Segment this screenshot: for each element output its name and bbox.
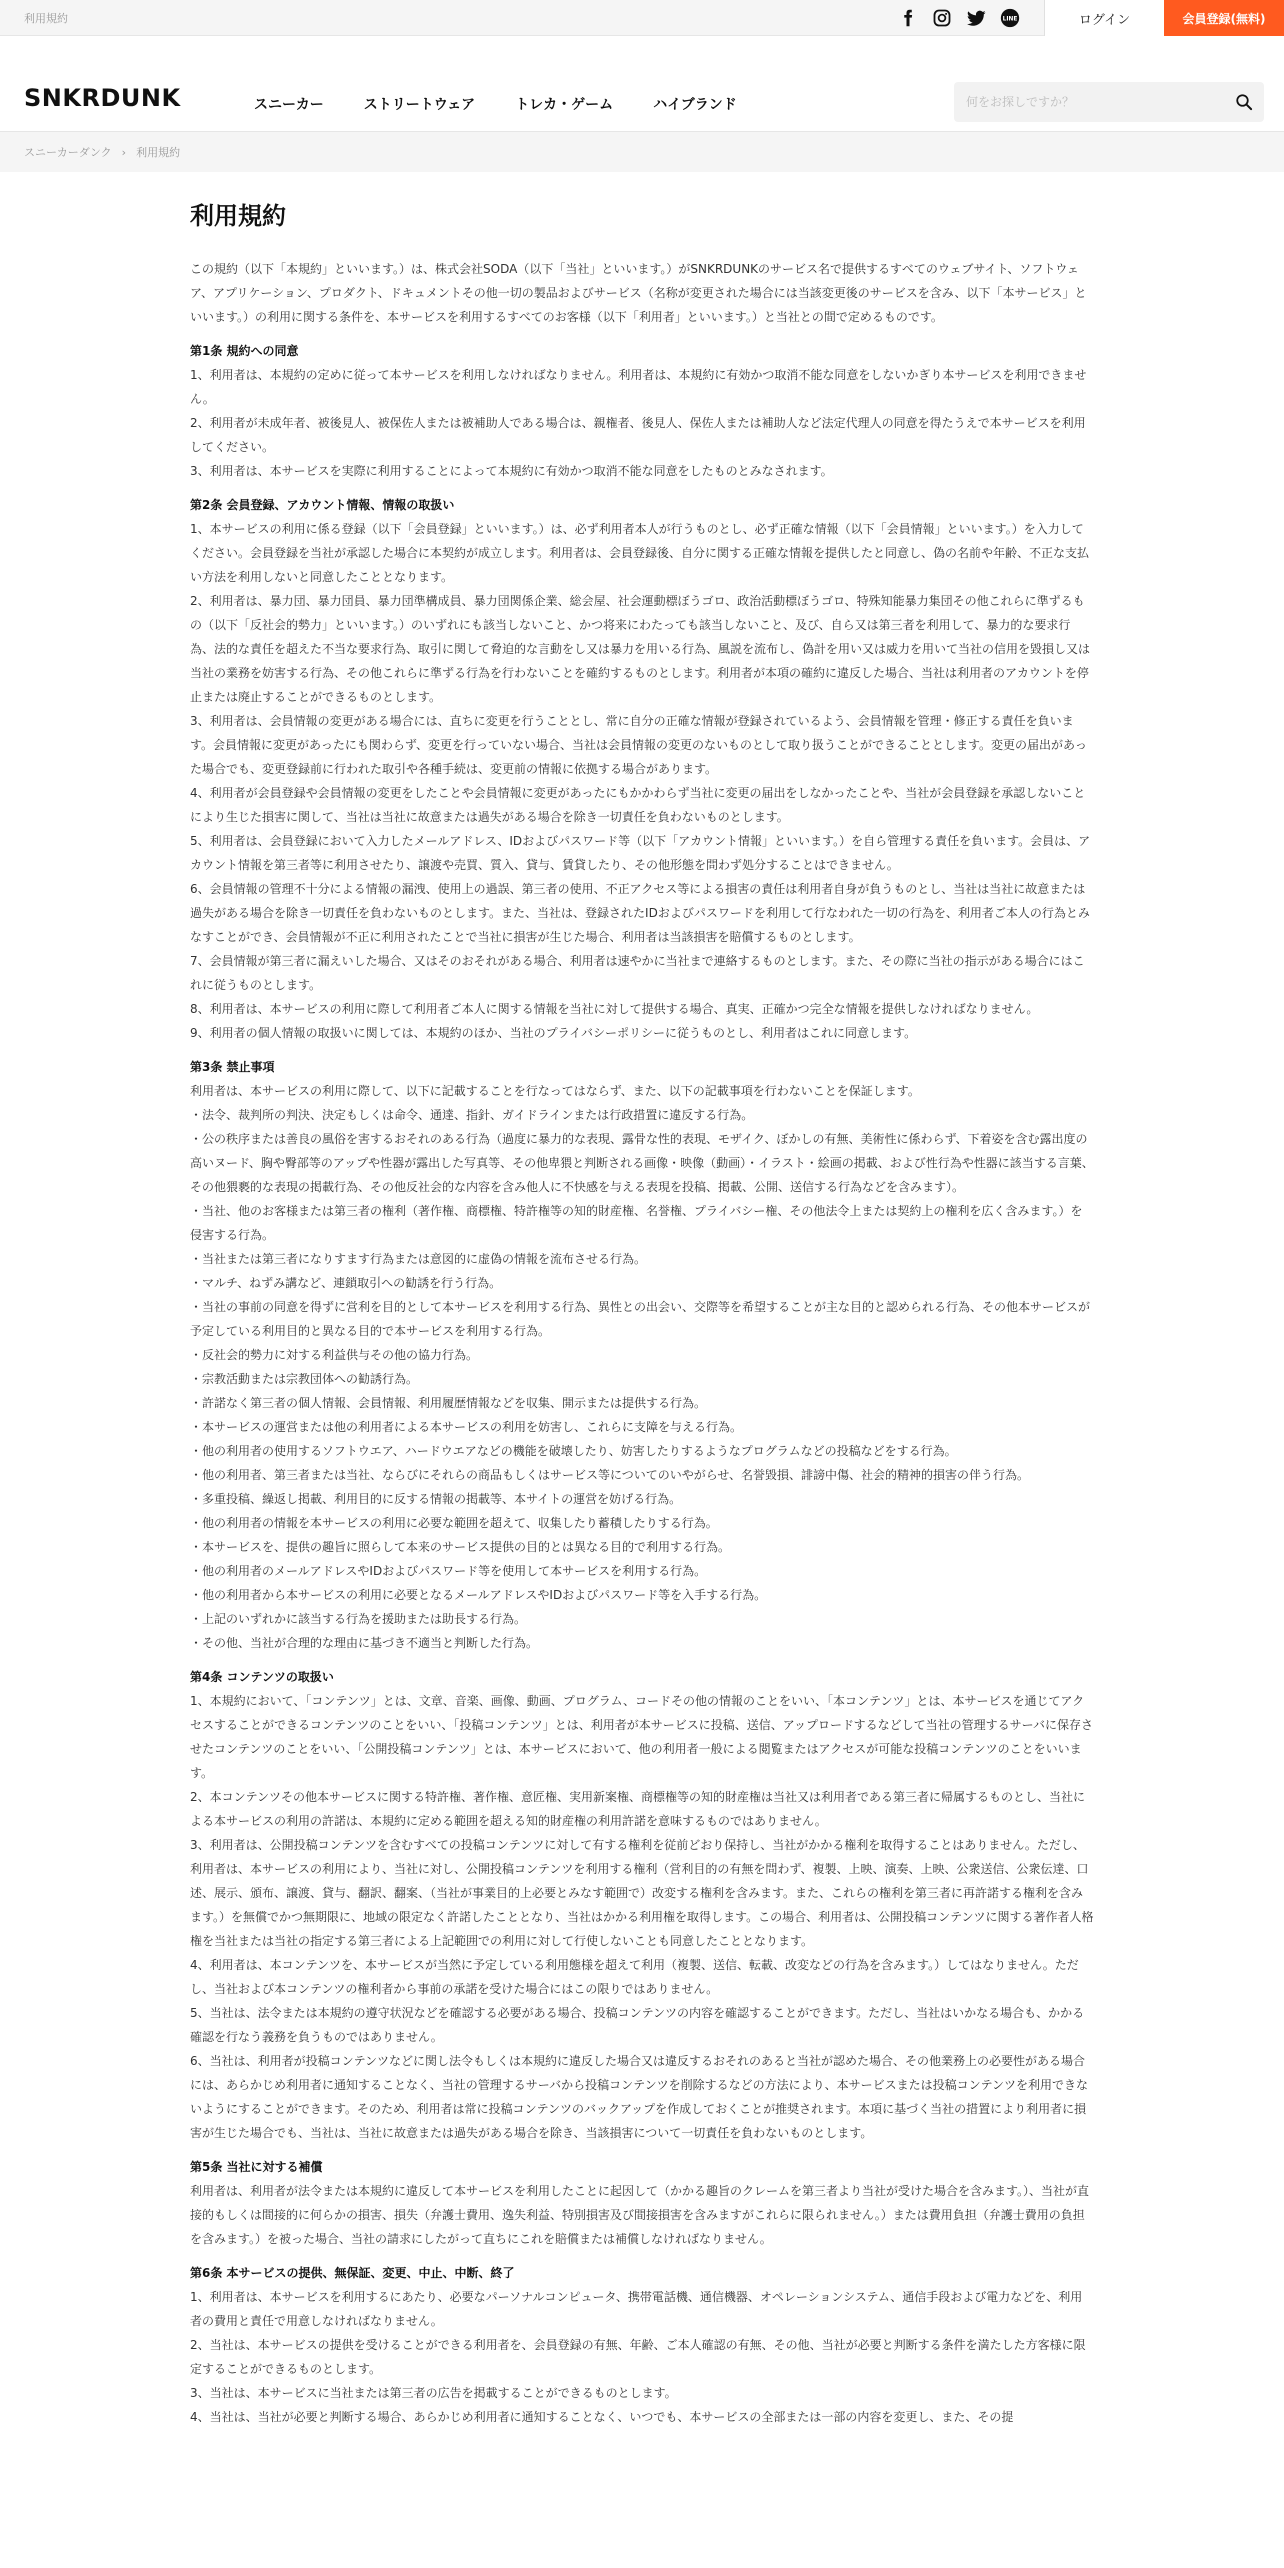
section-paragraph: ・本サービスの運営または他の利用者による本サービスの利用を妨害し、これらに支障を与える行為。 bbox=[190, 1420, 743, 1434]
section-paragraph: ・法令、裁判所の判決、決定もしくは命令、通達、指針、ガイドラインまたは行政措置に違反する行為。 bbox=[190, 1108, 754, 1122]
nav-item-sneakers[interactable]: スニーカー bbox=[254, 97, 324, 113]
section-paragraph: 4、利用者は、本コンテンツを、本サービスが当然に予定している利用態様を超えて利用（複製、送信、転載、改変などの行為を含みます。）してはなりません。ただし、当社および本コンテンツの権利者から事前の承諾を受けた場合にはこの限りではありません。 bbox=[190, 1958, 1079, 1996]
search-box bbox=[954, 82, 1264, 122]
section-paragraph: 2、本コンテンツその他本サービスに関する特許権、著作権、意匠権、実用新案権、商標権等の知的財産権は当社又は利用者である第三者に帰属するものとし、当社による本サービスの利用の許諾は、本規約に定める範囲を超える知的財産権の利用許諾を意味するものではありません。 bbox=[190, 1790, 1086, 1828]
section-paragraph: 2、利用者が未成年者、被後見人、被保佐人または被補助人である場合は、親権者、後見人、保佐人または補助人など法定代理人の同意を得たうえで本サービスを利用してください。 bbox=[190, 416, 1086, 454]
section-paragraph: 9、利用者の個人情報の取扱いに関しては、本規約のほか、当社のプライバシーポリシーに従うものとし、利用者はこれに同意します。 bbox=[190, 1026, 917, 1040]
section-title: 第4条 コンテンツの取扱い bbox=[190, 1670, 334, 1684]
section-paragraph: ・当社、他のお客様または第三者の権利（著作権、商標権、特許権等の知的財産権、名誉権、プライバシー権、その他法令上または契約上の権利を広く含みます。）を侵害する行為。 bbox=[190, 1204, 1083, 1242]
section-paragraph: 1、本サービスの利用に係る登録（以下「会員登録」といいます。）は、必ず利用者本人が行うものとし、必ず正確な情報（以下「会員情報」といいます。）を入力してください。会員登録を当社が承認した場合に本契約が成立します。利用者は、会員登録後、自分に関する正確な情報を提供したと同意し、偽の名前や年齢、不正な支払い方法を利用しないと同意したこととなります。 bbox=[190, 522, 1090, 584]
line-icon[interactable] bbox=[1000, 8, 1020, 28]
section-paragraph: 1、利用者は、本規約の定めに従って本サービスを利用しなければなりません。利用者は、本規約に有効かつ取消不能な同意をしないかぎり本サービスを利用できません。 bbox=[190, 368, 1087, 406]
search-input[interactable] bbox=[954, 95, 1224, 109]
terms-section bbox=[190, 2261, 1094, 2429]
main-nav bbox=[254, 94, 777, 114]
section-paragraph: 5、当社は、法令または本規約の遵守状況などを確認する必要がある場合、投稿コンテンツの内容を確認することができます。ただし、当社はいかなる場合も、かかる確認を行なう義務を負うものではありません。 bbox=[190, 2006, 1085, 2044]
section-paragraph: ・反社会的勢力に対する利益供与その他の協力行為。 bbox=[190, 1348, 479, 1362]
social-links bbox=[898, 0, 1044, 36]
section-paragraph: 2、利用者は、暴力団、暴力団員、暴力団準構成員、暴力団関係企業、総会屋、社会運動標ぼうゴロ、政治活動標ぼうゴロ、特殊知能暴力集団その他これらに準ずるもの（以下「反社会的勢力」といいます。）のいずれにも該当しないこと、かつ将来にわたっても該当しないこと、及び、自ら又は第三者を利用して、暴力的な要求行為、法的な責任を超えた不当な要求行為、取引に関して脅迫的な言動をし又は暴力を用いる行為、風説を流布し、偽計を用い又は威力を用いて当社の信用を毀損し又は当社の業務を妨害する行為、その他これらに準ずる行為を行わないことを確約するものとします。利用者が本項の確約に違反した場合、当社は利用者のアカウントを停止または廃止することができるものとします。 bbox=[190, 594, 1091, 704]
chevron-right-icon: › bbox=[121, 145, 127, 159]
section-paragraph: ・他の利用者のメールアドレスやIDおよびパスワード等を使用して本サービスを利用する行為。 bbox=[190, 1564, 707, 1578]
section-title: 第1条 規約への同意 bbox=[190, 344, 299, 358]
section-paragraph: 6、当社は、利用者が投稿コンテンツなどに関し法令もしくは本規約に違反した場合又は違反するおそれのあると当社が認めた場合、その他業務上の必要性がある場合には、あらかじめ利用者に通知することなく、当社の管理するサーバから投稿コンテンツを削除するなどの方法により、本サービスまたは投稿コンテンツを利用できないようにすることができます。そのため、利用者は常に投稿コンテンツのバックアップを作成しておくことが推奨されます。本項に基づく当社の措置により利用者に損害が生じた場合でも、当社は、当社に故意または過失がある場合を除き、当該損害について一切責任を負わないものとします。 bbox=[190, 2054, 1088, 2140]
section-paragraph: ・マルチ、ねずみ講など、連鎖取引への勧誘を行う行為。 bbox=[190, 1276, 502, 1290]
terms-section bbox=[190, 339, 1094, 483]
page-title: 利用規約 bbox=[190, 202, 286, 230]
nav-item-high-brand[interactable]: ハイブランド bbox=[653, 97, 737, 113]
section-paragraph: 2、当社は、本サービスの提供を受けることができる利用者を、会員登録の有無、年齢、ご本人確認の有無、その他、当社が必要と判断する条件を満たした方客様に限定することができるものとします。 bbox=[190, 2338, 1086, 2376]
section-paragraph: 3、当社は、本サービスに当社または第三者の広告を掲載することができるものとします。 bbox=[190, 2386, 677, 2400]
register-button[interactable]: 会員登録(無料) bbox=[1164, 0, 1284, 36]
section-paragraph: ・他の利用者の情報を本サービスの利用に必要な範囲を超えて、収集したり蓄積したりする行為。 bbox=[190, 1516, 718, 1530]
section-paragraph: 3、利用者は、本サービスを実際に利用することによって本規約に有効かつ取消不能な同意をしたものとみなされます。 bbox=[190, 464, 833, 478]
section-paragraph: 1、本規約において、「コンテンツ」とは、文章、音楽、画像、動画、プログラム、コードその他の情報のことをいい、「本コンテンツ」とは、本サービスを通じてアクセスすることができるコンテンツのことをいい、「投稿コンテンツ」とは、利用者が本サービスに投稿、送信、アップロードするなどして当社の管理するサーバに保存させたコンテンツのことをいい、「公開投稿コンテンツ」とは、本サービスにおいて、他の利用者一般による閲覧またはアクセスが可能な投稿コンテンツのことをいいます。 bbox=[190, 1694, 1094, 1780]
nav-item-trading-cards-games[interactable]: トレカ・ゲーム bbox=[515, 97, 614, 113]
section-paragraph: ・本サービスを、提供の趣旨に照らして本来のサービス提供の目的とは異なる目的で利用する行為。 bbox=[190, 1540, 731, 1554]
section-paragraph: ・多重投稿、繰返し掲載、利用目的に反する情報の掲載等、本サイトの運営を妨げる行為。 bbox=[190, 1492, 682, 1506]
search-icon[interactable] bbox=[1224, 82, 1264, 122]
terms-section bbox=[190, 2155, 1094, 2251]
topbar-actions bbox=[898, 0, 1284, 36]
instagram-icon[interactable] bbox=[932, 8, 952, 28]
section-paragraph: 4、当社は、当社が必要と判断する場合、あらかじめ利用者に通知することなく、いつでも、本サービスの全部または一部の内容を変更し、また、その提 bbox=[190, 2410, 1014, 2424]
section-paragraph: ・その他、当社が合理的な理由に基づき不適当と判断した行為。 bbox=[190, 1636, 539, 1650]
section-paragraph: ・上記のいずれかに該当する行為を援助または助長する行為。 bbox=[190, 1612, 527, 1626]
section-paragraph: 3、利用者は、公開投稿コンテンツを含むすべての投稿コンテンツに対して有する権利を従前どおり保持し、当社がかかる権利を取得することはありません。ただし、利用者は、本サービスの利用により、当社に対し、公開投稿コンテンツを利用する権利（営利目的の有無を問わず、複製、上映、演奏、上映、公衆送信、公衆伝達、口述、展示、頒布、譲渡、貸与、翻訳、翻案、（当社が事業目的上必要とみなす範囲で）改変する権利を含みます。また、これらの権利を第三者に再許諾する権利を含みます。）を無償でかつ無期限に、地域の限定なく許諾したこととなり、当社はかかる利用権を取得します。この場合、利用者は、公開投稿コンテンツに関する著作者人格権を当社または当社の指定する第三者による上記範囲での利用に対して行使しないことも同意したこととなります。 bbox=[190, 1838, 1094, 1948]
section-paragraph: 1、利用者は、本サービスを利用するにあたり、必要なパーソナルコンピュータ、携帯電話機、通信機器、オペレーションシステム、通信手段および電力などを、利用者の費用と責任で用意しなければなりません。 bbox=[190, 2290, 1083, 2328]
breadcrumb-item-home[interactable]: スニーカーダンク bbox=[24, 146, 112, 159]
terms-intro: この規約（以下「本規約」といいます。）は、株式会社SODA（以下「当社」といいます。）がSNKRDUNKのサービス名で提供するすべてのウェブサイト、ソフトウェア、アプリケーション、プロダクト、ドキュメントその他一切の製品およびサービス（名称が変更された場合には当該変更後のサービスを含み、以下「本サービス」といいます。）の利用に関する条件を、本サービスを利用するすべてのお客様（以下「利用者」といいます。）と当社との間で定めるものです。 bbox=[190, 262, 1087, 324]
section-title: 第2条 会員登録、アカウント情報、情報の取扱い bbox=[190, 498, 455, 512]
section-title: 第3条 禁止事項 bbox=[190, 1060, 275, 1074]
section-paragraph: 利用者は、利用者が法令または本規約に違反して本サービスを利用したことに起因して（かかる趣旨のクレームを第三者より当社が受けた場合を含みます。）、当社が直接的もしくは間接的に何らかの損害、損失（弁護士費用、逸失利益、特別損害及び間接損害を含みますがこれらに限られません。）または費用負担（弁護士費用の負担を含みます。）を被った場合、当社の請求にしたがって直ちにこれを賠償または補償しなければなりません。 bbox=[190, 2184, 1090, 2246]
breadcrumb bbox=[0, 132, 1284, 172]
section-paragraph: ・宗教活動または宗教団体への勧誘行為。 bbox=[190, 1372, 419, 1386]
section-paragraph: 4、利用者が会員登録や会員情報の変更をしたことや会員情報に変更があったにもかかわらず当社に変更の届出をしなかったことや、当社が会員登録を承認しないことにより生じた損害に関して、当社は当社に故意または過失がある場合を除き一切責任を負わないものとします。 bbox=[190, 786, 1086, 824]
main-header bbox=[0, 36, 1284, 132]
section-title: 第5条 当社に対する補償 bbox=[190, 2160, 323, 2174]
section-paragraph: ・当社または第三者になりすます行為または意図的に虚偽の情報を流布させる行為。 bbox=[190, 1252, 647, 1266]
terms-section bbox=[190, 1055, 1094, 1655]
twitter-icon[interactable] bbox=[966, 8, 986, 28]
facebook-icon[interactable] bbox=[898, 8, 918, 28]
section-paragraph: 8、利用者は、本サービスの利用に際して利用者ご本人に関する情報を当社に対して提供する場合、真実、正確かつ完全な情報を提供しなければなりません。 bbox=[190, 1002, 1039, 1016]
section-paragraph: 6、会員情報の管理不十分による情報の漏洩、使用上の過誤、第三者の使用、不正アクセス等による損害の責任は利用者自身が負うものとし、当社は当社に故意または過失がある場合を除き一切責任を負わないものとします。また、当社は、登録されたIDおよびパスワードを利用して行なわれた一切の行為を、利用者ご本人の行為とみなすことができ、会員情報が不正に利用されたことで当社に損害が生じた場合、利用者は当該損害を賠償するものとします。 bbox=[190, 882, 1090, 944]
terms-sections bbox=[190, 339, 1094, 2429]
section-paragraph: ・他の利用者の使用するソフトウエア、ハードウエアなどの機能を破壊したり、妨害したりするようなプログラムなどの投稿などをする行為。 bbox=[190, 1444, 957, 1458]
section-paragraph: ・公の秩序または善良の風俗を害するおそれのある行為（過度に暴力的な表現、露骨な性的表現、モザイク、ぼかしの有無、美術性に係わらず、下着姿を含む露出度の高いヌード、胸や臀部等のアップや性器が露出した写真等、その他卑猥と判断される画像・映像（動画）・イラスト・絵画の掲載、および性行為や性器に該当する言葉、その他猥褻的な表現の掲載行為、その他反社会的な内容を含み他人に不快感を与える表現を投稿、掲載、公開、送信する行為などを含みます）。 bbox=[190, 1132, 1094, 1194]
terms-content bbox=[190, 196, 1094, 2429]
terms-section bbox=[190, 493, 1094, 1045]
section-paragraph: 7、会員情報が第三者に漏えいした場合、又はそのおそれがある場合、利用者は速やかに当社まで連絡するものとします。また、その際に当社の指示がある場合にはこれに従うものとします。 bbox=[190, 954, 1085, 992]
nav-item-streetwear[interactable]: ストリートウェア bbox=[363, 97, 476, 113]
page-label: 利用規約 bbox=[24, 12, 68, 25]
site-logo[interactable]: SNKRDUNK bbox=[24, 84, 181, 112]
section-paragraph: ・許諾なく第三者の個人情報、会員情報、利用履歴情報などを収集、開示または提供する行為。 bbox=[190, 1396, 707, 1410]
section-paragraph: ・他の利用者、第三者または当社、ならびにそれらの商品もしくはサービス等についてのいやがらせ、名誉毀損、誹謗中傷、社会的精神的損害の伴う行為。 bbox=[190, 1468, 1030, 1482]
breadcrumb-item-current: 利用規約 bbox=[136, 146, 181, 159]
section-paragraph: 利用者は、本サービスの利用に際して、以下に記載することを行なってはならず、また、以下の記載事項を行わないことを保証します。 bbox=[190, 1084, 920, 1098]
top-utility-bar bbox=[0, 0, 1284, 36]
section-paragraph: 5、利用者は、会員登録において入力したメールアドレス、IDおよびパスワード等（以下「アカウント情報」といいます。）を自ら管理する責任を負います。会員は、アカウント情報を第三者等に利用させたり、譲渡や売買、質入、貸与、賃貸したり、その他形態を問わず処分することはできません。 bbox=[190, 834, 1091, 872]
section-paragraph: 3、利用者は、会員情報の変更がある場合には、直ちに変更を行うこととし、常に自分の正確な情報が登録されているよう、会員情報を管理・修正する責任を負います。会員情報に変更があったにも関わらず、変更を行っていない場合、当社は会員情報の変更のないものとして取り扱うことができることとします。変更の届出があった場合でも、変更登録前に行われた取引や各種手続は、変更前の情報に依拠する場合があります。 bbox=[190, 714, 1087, 776]
section-paragraph: ・当社の事前の同意を得ずに営利を目的として本サービスを利用する行為、異性との出会い、交際等を希望することが主な目的と認められる行為、その他本サービスが予定している利用目的と異なる目的で本サービスを利用する行為。 bbox=[190, 1300, 1091, 1338]
svg-text:LINE: LINE bbox=[1002, 16, 1018, 23]
section-paragraph: ・他の利用者から本サービスの利用に必要となるメールアドレスやIDおよびパスワード等を入手する行為。 bbox=[190, 1588, 767, 1602]
terms-section bbox=[190, 1665, 1094, 2145]
login-button[interactable]: ログイン bbox=[1044, 0, 1164, 36]
section-title: 第6条 本サービスの提供、無保証、変更、中止、中断、終了 bbox=[190, 2266, 515, 2280]
